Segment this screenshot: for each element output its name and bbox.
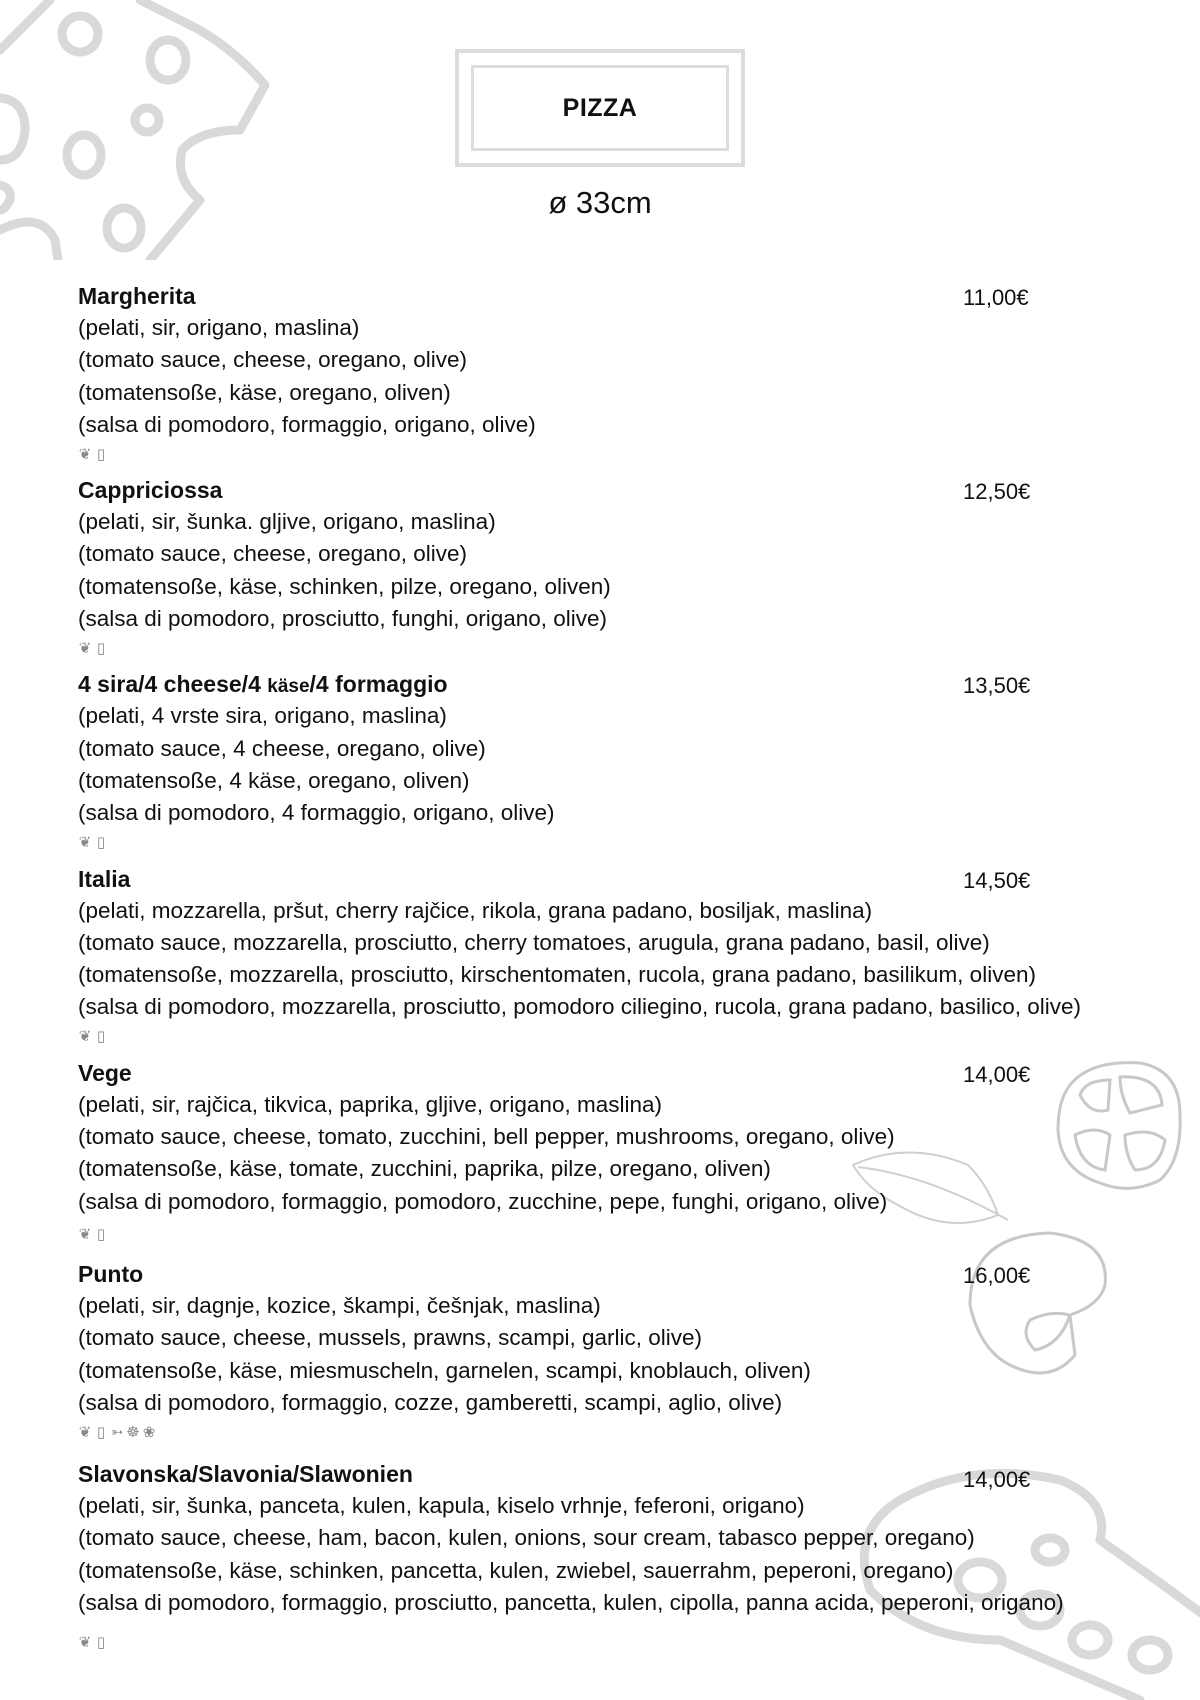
desc-hr: (pelati, sir, šunka, panceta, kulen, kapula, kiselo vrhnje, feferoni, origano) — [78, 1493, 805, 1519]
desc-de: (tomatensoße, käse, schinken, pancetta, kulen, zwiebel, sauerrahm, peperoni, oregano) — [78, 1557, 954, 1583]
menu-item-4-cheese — [78, 668, 1178, 854]
desc-de: (tomatensoße, mozzarella, prosciutto, kirschentomaten, rucola, grana padano, basilikum, oliven) — [78, 962, 1036, 988]
pizza-size: ø 33cm — [548, 185, 652, 220]
dairy-icon: ▯ — [96, 445, 106, 463]
menu-item-punto — [78, 1258, 1178, 1444]
desc-it: (salsa di pomodoro, prosciutto, funghi, origano, olive) — [78, 606, 608, 632]
desc-hr: (pelati, sir, origano, maslina) — [78, 315, 360, 340]
item-name-part-small: käse — [267, 676, 310, 698]
dairy-icon: ▯ — [96, 1633, 106, 1651]
item-price: 12,50€ — [963, 479, 1031, 505]
menu-item-slavonska — [78, 1458, 1178, 1654]
allergen-icons — [78, 635, 1178, 660]
item-name: Italia — [78, 865, 131, 892]
menu-item-cappriciossa — [78, 474, 1178, 660]
desc-de: (tomatensoße, käse, schinken, pilze, oregano, oliven) — [78, 573, 611, 599]
item-name: Margherita — [78, 283, 196, 309]
desc-it: (salsa di pomodoro, mozzarella, prosciutto, pomodoro ciliegino, rucola, grana padano, basilico, olive) — [78, 994, 1082, 1020]
gluten-icon: ❦ — [78, 1028, 92, 1046]
page-title: PIZZA — [562, 93, 638, 122]
desc-en: (tomato sauce, 4 cheese, oregano, olive) — [78, 735, 486, 761]
shrimp-icon: ☸ — [126, 1423, 140, 1441]
gluten-icon: ❦ — [78, 1423, 92, 1441]
fish-icon: ➳ — [110, 1423, 124, 1441]
shell-icon: ❀ — [142, 1423, 156, 1441]
desc-en: (tomato sauce, cheese, oregano, olive) — [78, 541, 467, 567]
item-name: Punto — [78, 1260, 144, 1287]
dairy-icon: ▯ — [96, 1028, 106, 1046]
dairy-icon: ▯ — [96, 639, 106, 657]
desc-de: (tomatensoße, käse, tomate, zucchini, paprika, pilze, oregano, oliven) — [78, 1156, 771, 1182]
desc-en: (tomato sauce, cheese, ham, bacon, kulen, onions, sour cream, tabasco pepper, oregano) — [78, 1525, 975, 1551]
allergen-icons — [78, 830, 1178, 855]
item-price: 11,00€ — [963, 285, 1029, 310]
menu-item-margherita — [78, 280, 1178, 466]
gluten-icon: ❦ — [78, 1633, 92, 1651]
desc-it: (salsa di pomodoro, formaggio, pomodoro, zucchine, pepe, funghi, origano, olive) — [78, 1188, 888, 1214]
item-name-part: 4 sira/4 cheese/4 — [78, 671, 268, 698]
gluten-icon: ❦ — [78, 445, 92, 463]
desc-en: (tomato sauce, cheese, mussels, prawns, scampi, garlic, olive) — [78, 1325, 702, 1351]
title-frame — [455, 49, 745, 167]
dairy-icon: ▯ — [96, 1423, 106, 1441]
desc-en: (tomato sauce, mozzarella, prosciutto, cherry tomatoes, arugula, grana padano, basil, olive) — [78, 929, 990, 955]
dairy-icon: ▯ — [96, 1225, 106, 1243]
desc-de: (tomatensoße, käse, oregano, oliven) — [78, 379, 451, 405]
item-name-part: /4 formaggio — [309, 671, 448, 698]
desc-en: (tomato sauce, cheese, oregano, olive) — [78, 347, 467, 373]
gluten-icon: ❦ — [78, 639, 92, 657]
desc-de: (tomatensoße, 4 käse, oregano, oliven) — [78, 767, 470, 793]
title-frame-inner — [471, 65, 729, 151]
item-price: 14,00€ — [963, 1467, 1031, 1493]
desc-it: (salsa di pomodoro, formaggio, cozze, gamberetti, scampi, aglio, olive) — [78, 1389, 783, 1415]
menu-item-vege — [78, 1057, 1178, 1250]
desc-hr: (pelati, sir, šunka. gljive, origano, maslina) — [78, 509, 496, 535]
allergen-icons — [78, 1024, 1178, 1049]
allergen-icons — [78, 441, 1178, 466]
desc-hr: (pelati, sir, rajčica, tikvica, paprika, gljive, origano, maslina) — [78, 1091, 662, 1117]
item-name: Vege — [78, 1059, 132, 1086]
item-price: 14,00€ — [963, 1061, 1031, 1087]
desc-de: (tomatensoße, käse, miesmuscheln, garnelen, scampi, knoblauch, oliven) — [78, 1357, 811, 1383]
desc-hr: (pelati, mozzarella, pršut, cherry rajčice, rikola, grana padano, bosiljak, maslina) — [78, 897, 873, 923]
allergen-icons — [78, 1218, 1178, 1250]
desc-hr: (pelati, 4 vrste sira, origano, maslina) — [78, 703, 447, 729]
menu-list — [78, 280, 1178, 1654]
item-price: 14,50€ — [963, 867, 1031, 893]
item-name: Slavonska/Slavonia/Slawonien — [78, 1461, 413, 1488]
desc-it: (salsa di pomodoro, 4 formaggio, origano, olive) — [78, 800, 555, 826]
desc-en: (tomato sauce, cheese, tomato, zucchini, bell pepper, mushrooms, oregano, olive) — [78, 1124, 895, 1150]
item-price: 13,50€ — [963, 673, 1031, 699]
dairy-icon: ▯ — [96, 834, 106, 852]
gluten-icon: ❦ — [78, 1225, 92, 1243]
allergen-icons — [78, 1419, 1178, 1444]
menu-item-italia — [78, 863, 1178, 1049]
gluten-icon: ❦ — [78, 834, 92, 852]
desc-hr: (pelati, sir, dagnje, kozice, škampi, češnjak, maslina) — [78, 1292, 601, 1318]
allergen-icons — [78, 1629, 1178, 1654]
desc-it: (salsa di pomodoro, formaggio, prosciutto, pancetta, kulen, cipolla, panna acida, peperoni, origano) — [78, 1590, 1064, 1616]
desc-it: (salsa di pomodoro, formaggio, origano, olive) — [78, 411, 536, 437]
cheese-illustration — [0, 0, 290, 260]
item-name: Cappriciossa — [78, 477, 223, 504]
item-price: 16,00€ — [963, 1262, 1031, 1288]
